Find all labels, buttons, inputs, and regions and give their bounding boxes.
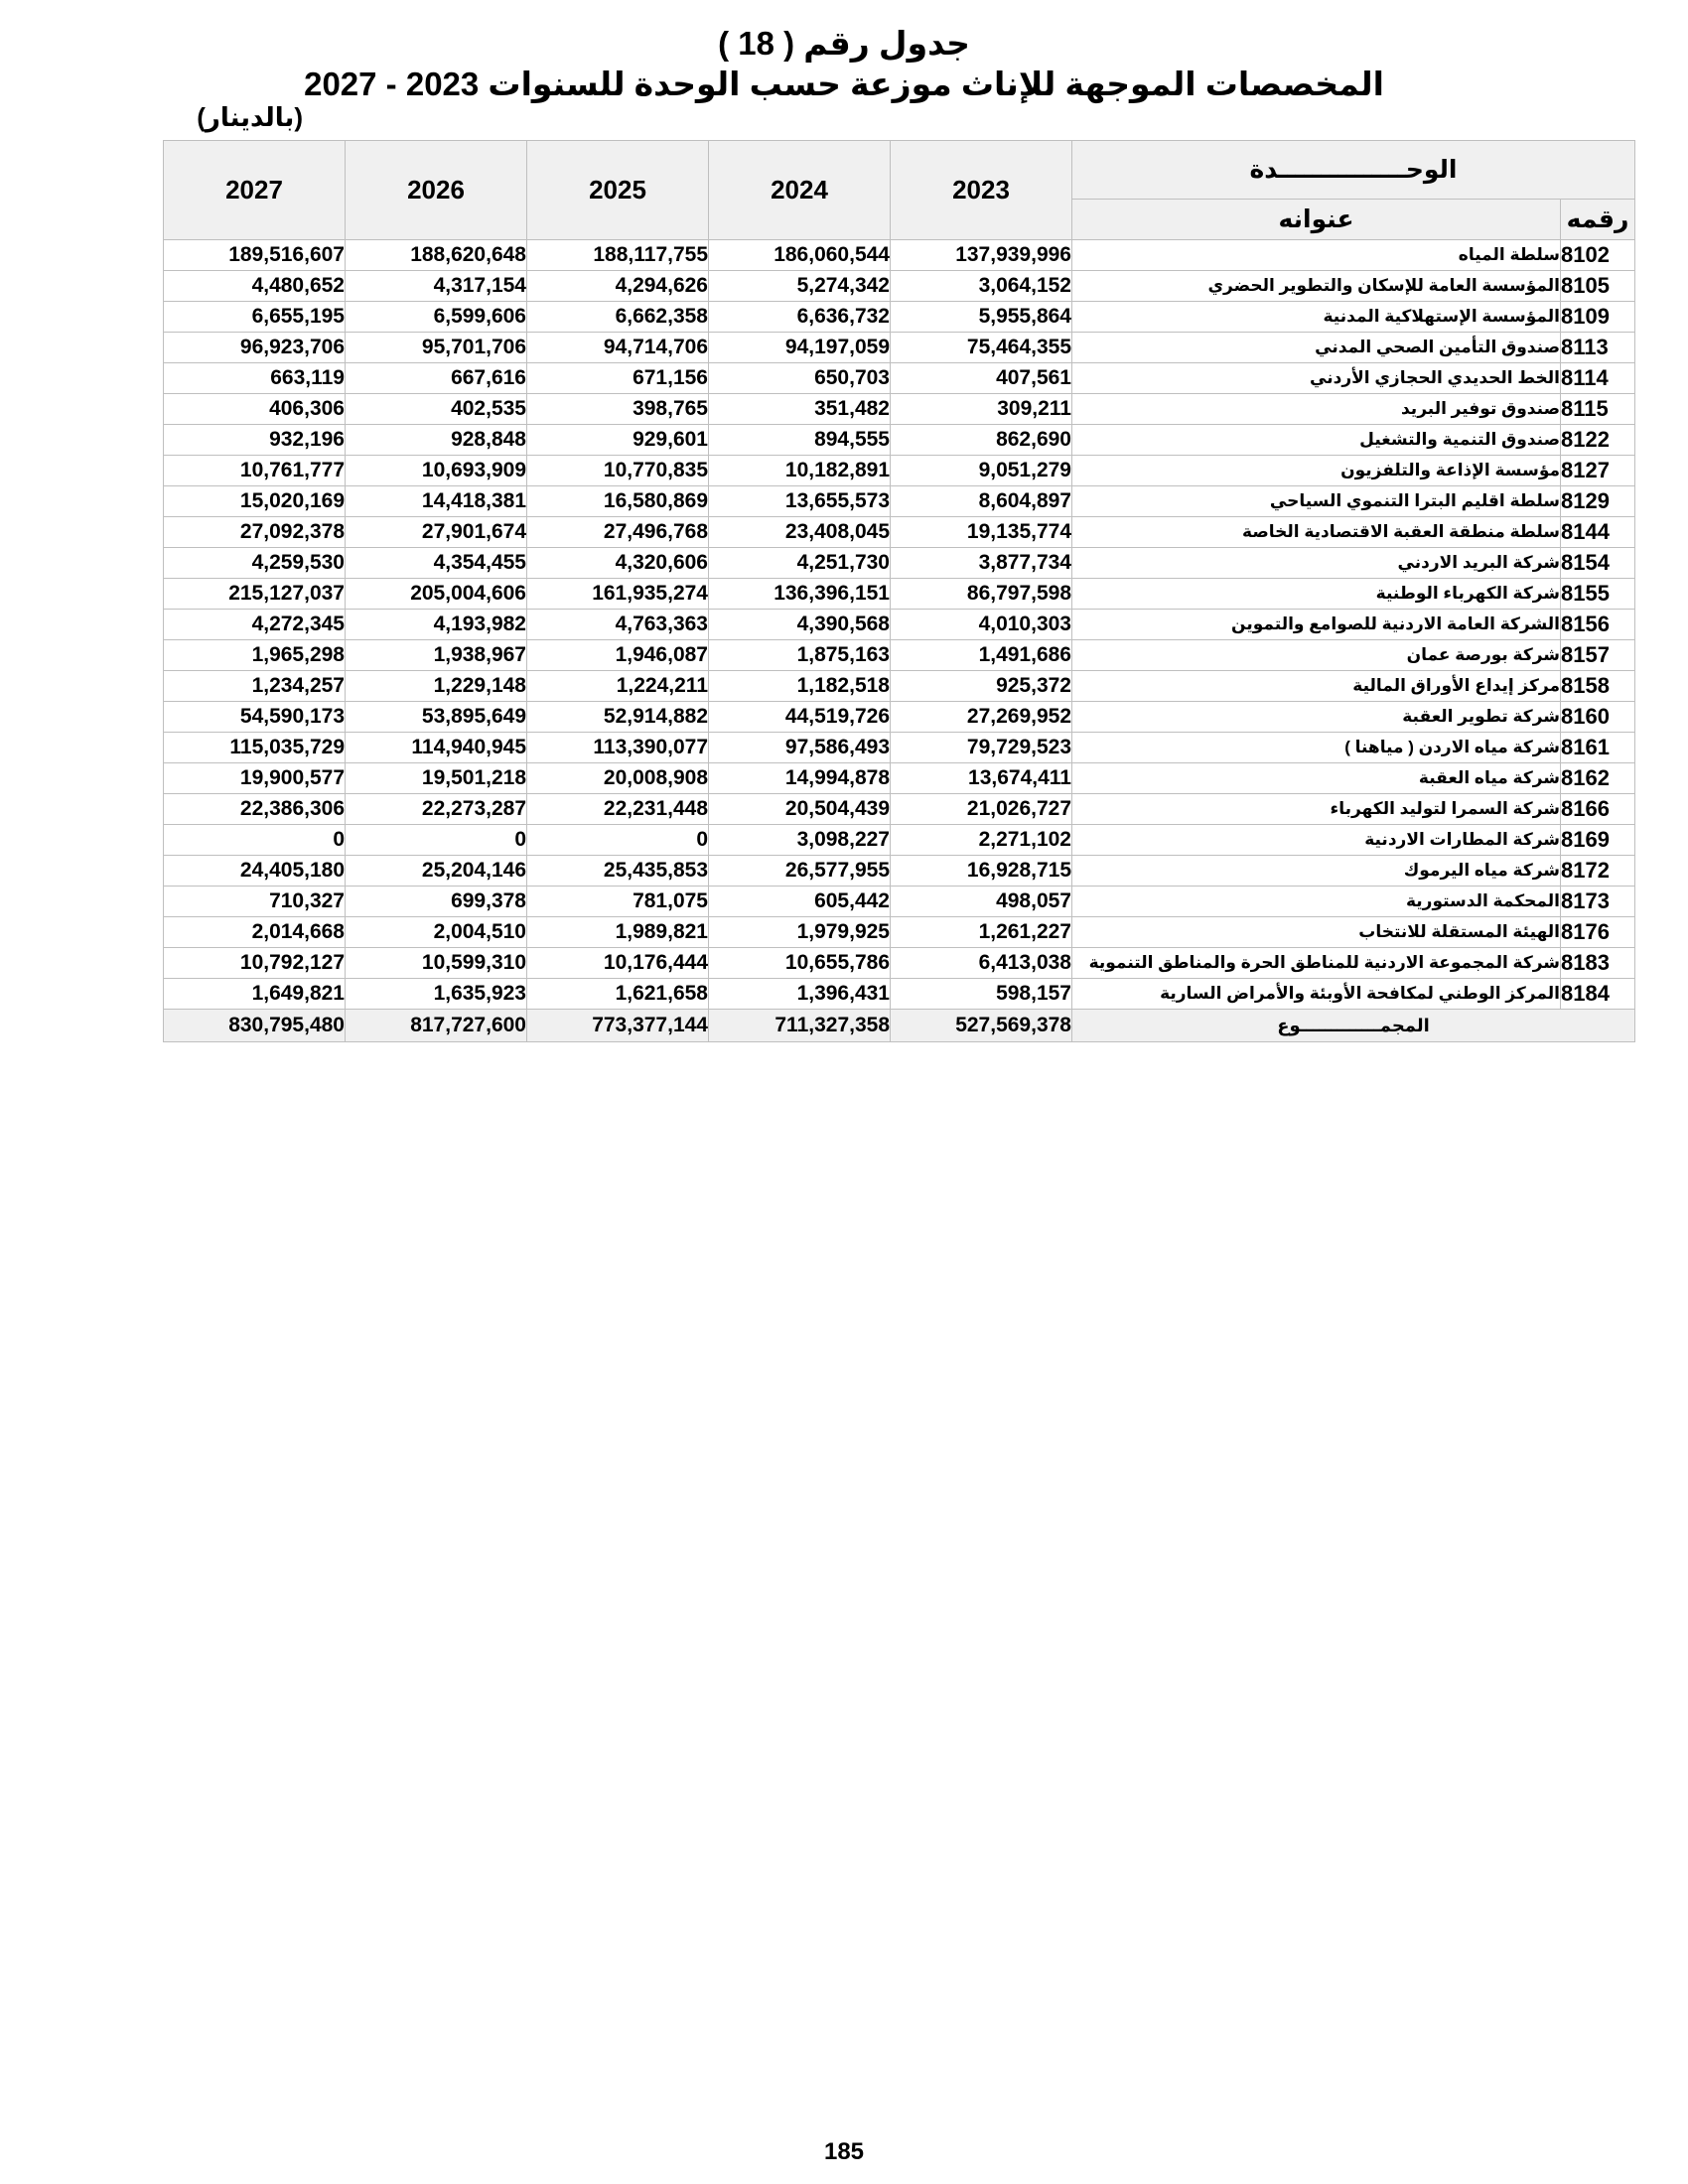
value-cell-2023: 8,604,897 bbox=[891, 486, 1072, 517]
value-cell-2026: 4,317,154 bbox=[346, 271, 527, 302]
value-cell-2027: 663,119 bbox=[164, 363, 346, 394]
value-cell-2023: 407,561 bbox=[891, 363, 1072, 394]
unit-code-cell: 8154 bbox=[1561, 548, 1635, 579]
year-header-2026: 2026 bbox=[346, 141, 527, 240]
value-cell-2026: 14,418,381 bbox=[346, 486, 527, 517]
value-cell-2026: 10,599,310 bbox=[346, 948, 527, 979]
table-row bbox=[164, 548, 1635, 579]
value-cell-2024: 23,408,045 bbox=[709, 517, 891, 548]
value-cell-2023: 79,729,523 bbox=[891, 733, 1072, 763]
value-cell-2025: 16,580,869 bbox=[527, 486, 709, 517]
table-number-title: جدول رقم ( 18 ) bbox=[718, 25, 970, 62]
value-cell-2025: 6,662,358 bbox=[527, 302, 709, 333]
value-cell-2023: 137,939,996 bbox=[891, 240, 1072, 271]
table-row bbox=[164, 486, 1635, 517]
value-cell-2024: 605,442 bbox=[709, 887, 891, 917]
value-cell-2024: 894,555 bbox=[709, 425, 891, 456]
table-row bbox=[164, 702, 1635, 733]
unit-code-cell: 8172 bbox=[1561, 856, 1635, 887]
unit-name-cell: شركة السمرا لتوليد الكهرباء bbox=[1072, 794, 1561, 825]
value-cell-2027: 215,127,037 bbox=[164, 579, 346, 610]
value-cell-2024: 4,390,568 bbox=[709, 610, 891, 640]
table-row bbox=[164, 856, 1635, 887]
total-value-2024: 711,327,358 bbox=[709, 1010, 891, 1042]
value-cell-2024: 13,655,573 bbox=[709, 486, 891, 517]
unit-name-cell: المؤسسة العامة للإسكان والتطوير الحضري bbox=[1072, 271, 1561, 302]
value-cell-2027: 710,327 bbox=[164, 887, 346, 917]
unit-code-cell: 8115 bbox=[1561, 394, 1635, 425]
year-header-2027: 2027 bbox=[164, 141, 346, 240]
value-cell-2024: 351,482 bbox=[709, 394, 891, 425]
year-header-2025: 2025 bbox=[527, 141, 709, 240]
value-cell-2025: 113,390,077 bbox=[527, 733, 709, 763]
value-cell-2023: 19,135,774 bbox=[891, 517, 1072, 548]
value-cell-2023: 4,010,303 bbox=[891, 610, 1072, 640]
table-row bbox=[164, 333, 1635, 363]
value-cell-2026: 2,004,510 bbox=[346, 917, 527, 948]
unit-code-cell: 8176 bbox=[1561, 917, 1635, 948]
value-cell-2025: 929,601 bbox=[527, 425, 709, 456]
value-cell-2023: 309,211 bbox=[891, 394, 1072, 425]
unit-name-cell: شركة الكهرباء الوطنية bbox=[1072, 579, 1561, 610]
value-cell-2024: 136,396,151 bbox=[709, 579, 891, 610]
unit-code-cell: 8114 bbox=[1561, 363, 1635, 394]
value-cell-2025: 27,496,768 bbox=[527, 517, 709, 548]
unit-code-cell: 8109 bbox=[1561, 302, 1635, 333]
unit-name-cell: شركة المطارات الاردنية bbox=[1072, 825, 1561, 856]
value-cell-2027: 4,259,530 bbox=[164, 548, 346, 579]
unit-code-cell: 8127 bbox=[1561, 456, 1635, 486]
value-cell-2027: 406,306 bbox=[164, 394, 346, 425]
table-row bbox=[164, 302, 1635, 333]
value-cell-2027: 22,386,306 bbox=[164, 794, 346, 825]
value-cell-2026: 402,535 bbox=[346, 394, 527, 425]
value-cell-2027: 4,272,345 bbox=[164, 610, 346, 640]
value-cell-2026: 205,004,606 bbox=[346, 579, 527, 610]
value-cell-2025: 671,156 bbox=[527, 363, 709, 394]
unit-code-cell: 8166 bbox=[1561, 794, 1635, 825]
table-subtitle: المخصصات الموجهة للإناث موزعة حسب الوحدة للسنوات 2023 - 2027 bbox=[304, 66, 1384, 102]
unit-code-cell: 8113 bbox=[1561, 333, 1635, 363]
value-cell-2024: 1,396,431 bbox=[709, 979, 891, 1010]
table-row bbox=[164, 610, 1635, 640]
table-header bbox=[164, 141, 1635, 240]
value-cell-2027: 15,020,169 bbox=[164, 486, 346, 517]
unit-name-cell: صندوق التأمين الصحي المدني bbox=[1072, 333, 1561, 363]
unit-code-cell: 8183 bbox=[1561, 948, 1635, 979]
unit-name-cell: سلطة المياه bbox=[1072, 240, 1561, 271]
total-value-2026: 817,727,600 bbox=[346, 1010, 527, 1042]
value-cell-2024: 97,586,493 bbox=[709, 733, 891, 763]
unit-name-cell: المحكمة الدستورية bbox=[1072, 887, 1561, 917]
table-row bbox=[164, 887, 1635, 917]
value-cell-2024: 26,577,955 bbox=[709, 856, 891, 887]
value-cell-2026: 928,848 bbox=[346, 425, 527, 456]
value-cell-2027: 6,655,195 bbox=[164, 302, 346, 333]
unit-code-cell: 8160 bbox=[1561, 702, 1635, 733]
unit-name-cell: سلطة منطقة العقبة الاقتصادية الخاصة bbox=[1072, 517, 1561, 548]
value-cell-2023: 13,674,411 bbox=[891, 763, 1072, 794]
value-cell-2027: 2,014,668 bbox=[164, 917, 346, 948]
value-cell-2024: 44,519,726 bbox=[709, 702, 891, 733]
value-cell-2026: 25,204,146 bbox=[346, 856, 527, 887]
value-cell-2023: 3,877,734 bbox=[891, 548, 1072, 579]
value-cell-2024: 10,655,786 bbox=[709, 948, 891, 979]
value-cell-2026: 1,635,923 bbox=[346, 979, 527, 1010]
table-row bbox=[164, 794, 1635, 825]
table-row bbox=[164, 825, 1635, 856]
value-cell-2023: 1,261,227 bbox=[891, 917, 1072, 948]
unit-code-cell: 8144 bbox=[1561, 517, 1635, 548]
value-cell-2024: 1,979,925 bbox=[709, 917, 891, 948]
value-cell-2023: 598,157 bbox=[891, 979, 1072, 1010]
value-cell-2025: 4,763,363 bbox=[527, 610, 709, 640]
value-cell-2026: 53,895,649 bbox=[346, 702, 527, 733]
page-number: 185 bbox=[823, 2138, 865, 2165]
value-cell-2026: 22,273,287 bbox=[346, 794, 527, 825]
value-cell-2024: 14,994,878 bbox=[709, 763, 891, 794]
value-cell-2026: 188,620,648 bbox=[346, 240, 527, 271]
unit-name-cell: شركة المجموعة الاردنية للمناطق الحرة والمناطق التنموية bbox=[1072, 948, 1561, 979]
value-cell-2023: 3,064,152 bbox=[891, 271, 1072, 302]
table-row bbox=[164, 363, 1635, 394]
unit-name-cell: شركة تطوير العقبة bbox=[1072, 702, 1561, 733]
unit-code-cell: 8161 bbox=[1561, 733, 1635, 763]
value-cell-2025: 398,765 bbox=[527, 394, 709, 425]
value-cell-2024: 3,098,227 bbox=[709, 825, 891, 856]
value-cell-2026: 699,378 bbox=[346, 887, 527, 917]
year-header-2024: 2024 bbox=[709, 141, 891, 240]
value-cell-2023: 9,051,279 bbox=[891, 456, 1072, 486]
table-row bbox=[164, 640, 1635, 671]
table-row bbox=[164, 425, 1635, 456]
unit-code-cell: 8122 bbox=[1561, 425, 1635, 456]
value-cell-2027: 19,900,577 bbox=[164, 763, 346, 794]
unit-code-cell: 8102 bbox=[1561, 240, 1635, 271]
value-cell-2025: 1,989,821 bbox=[527, 917, 709, 948]
unit-name-cell: شركة مياه اليرموك bbox=[1072, 856, 1561, 887]
value-cell-2024: 186,060,544 bbox=[709, 240, 891, 271]
unit-name-cell: شركة البريد الاردني bbox=[1072, 548, 1561, 579]
value-cell-2026: 1,938,967 bbox=[346, 640, 527, 671]
value-cell-2026: 4,193,982 bbox=[346, 610, 527, 640]
table-body bbox=[164, 240, 1635, 1042]
table-row bbox=[164, 456, 1635, 486]
value-cell-2025: 1,946,087 bbox=[527, 640, 709, 671]
unit-name-header: عنوانه bbox=[1072, 200, 1561, 240]
value-cell-2023: 5,955,864 bbox=[891, 302, 1072, 333]
value-cell-2025: 781,075 bbox=[527, 887, 709, 917]
value-cell-2025: 188,117,755 bbox=[527, 240, 709, 271]
value-cell-2023: 2,271,102 bbox=[891, 825, 1072, 856]
unit-code-cell: 8156 bbox=[1561, 610, 1635, 640]
value-cell-2023: 21,026,727 bbox=[891, 794, 1072, 825]
value-cell-2023: 86,797,598 bbox=[891, 579, 1072, 610]
table-row bbox=[164, 271, 1635, 302]
unit-name-cell: شركة بورصة عمان bbox=[1072, 640, 1561, 671]
table-row bbox=[164, 517, 1635, 548]
value-cell-2027: 24,405,180 bbox=[164, 856, 346, 887]
value-cell-2026: 4,354,455 bbox=[346, 548, 527, 579]
table-row bbox=[164, 671, 1635, 702]
value-cell-2025: 52,914,882 bbox=[527, 702, 709, 733]
unit-name-cell: مؤسسة الإذاعة والتلفزيون bbox=[1072, 456, 1561, 486]
unit-code-cell: 8162 bbox=[1561, 763, 1635, 794]
value-cell-2025: 25,435,853 bbox=[527, 856, 709, 887]
value-cell-2026: 95,701,706 bbox=[346, 333, 527, 363]
total-label: المجمـــــــــــــوع bbox=[1072, 1010, 1635, 1042]
value-cell-2027: 1,965,298 bbox=[164, 640, 346, 671]
value-cell-2027: 115,035,729 bbox=[164, 733, 346, 763]
value-cell-2027: 27,092,378 bbox=[164, 517, 346, 548]
value-cell-2027: 10,792,127 bbox=[164, 948, 346, 979]
value-cell-2024: 20,504,439 bbox=[709, 794, 891, 825]
unit-code-cell: 8184 bbox=[1561, 979, 1635, 1010]
value-cell-2024: 5,274,342 bbox=[709, 271, 891, 302]
unit-code-cell: 8173 bbox=[1561, 887, 1635, 917]
value-cell-2027: 4,480,652 bbox=[164, 271, 346, 302]
value-cell-2025: 161,935,274 bbox=[527, 579, 709, 610]
currency-note: (بالدينار) bbox=[197, 102, 303, 132]
table-row bbox=[164, 240, 1635, 271]
unit-name-cell: صندوق توفير البريد bbox=[1072, 394, 1561, 425]
total-value-2025: 773,377,144 bbox=[527, 1010, 709, 1042]
total-value-2023: 527,569,378 bbox=[891, 1010, 1072, 1042]
value-cell-2023: 498,057 bbox=[891, 887, 1072, 917]
value-cell-2026: 10,693,909 bbox=[346, 456, 527, 486]
value-cell-2025: 1,621,658 bbox=[527, 979, 709, 1010]
value-cell-2024: 1,182,518 bbox=[709, 671, 891, 702]
value-cell-2026: 27,901,674 bbox=[346, 517, 527, 548]
unit-name-cell: شركة مياه الاردن ( مياهنا ) bbox=[1072, 733, 1561, 763]
table-row bbox=[164, 733, 1635, 763]
table-row bbox=[164, 948, 1635, 979]
value-cell-2027: 96,923,706 bbox=[164, 333, 346, 363]
value-cell-2023: 6,413,038 bbox=[891, 948, 1072, 979]
value-cell-2027: 0 bbox=[164, 825, 346, 856]
value-cell-2024: 650,703 bbox=[709, 363, 891, 394]
value-cell-2027: 1,649,821 bbox=[164, 979, 346, 1010]
value-cell-2024: 4,251,730 bbox=[709, 548, 891, 579]
unit-header: الوحـــــــــــــــدة bbox=[1072, 141, 1635, 200]
value-cell-2025: 10,176,444 bbox=[527, 948, 709, 979]
value-cell-2024: 6,636,732 bbox=[709, 302, 891, 333]
value-cell-2025: 4,320,606 bbox=[527, 548, 709, 579]
value-cell-2026: 114,940,945 bbox=[346, 733, 527, 763]
year-header-2023: 2023 bbox=[891, 141, 1072, 240]
unit-name-cell: الخط الحديدي الحجازي الأردني bbox=[1072, 363, 1561, 394]
value-cell-2023: 16,928,715 bbox=[891, 856, 1072, 887]
value-cell-2026: 0 bbox=[346, 825, 527, 856]
value-cell-2024: 94,197,059 bbox=[709, 333, 891, 363]
total-value-2027: 830,795,480 bbox=[164, 1010, 346, 1042]
value-cell-2026: 6,599,606 bbox=[346, 302, 527, 333]
unit-name-cell: مركز إيداع الأوراق المالية bbox=[1072, 671, 1561, 702]
value-cell-2023: 862,690 bbox=[891, 425, 1072, 456]
value-cell-2027: 932,196 bbox=[164, 425, 346, 456]
value-cell-2024: 10,182,891 bbox=[709, 456, 891, 486]
total-row bbox=[164, 1010, 1635, 1042]
table-row bbox=[164, 979, 1635, 1010]
table-row bbox=[164, 917, 1635, 948]
table-row bbox=[164, 763, 1635, 794]
unit-name-cell: سلطة اقليم البترا التنموي السياحي bbox=[1072, 486, 1561, 517]
value-cell-2023: 925,372 bbox=[891, 671, 1072, 702]
unit-name-cell: المركز الوطني لمكافحة الأوبئة والأمراض السارية bbox=[1072, 979, 1561, 1010]
value-cell-2026: 1,229,148 bbox=[346, 671, 527, 702]
value-cell-2023: 1,491,686 bbox=[891, 640, 1072, 671]
unit-name-cell: المؤسسة الإستهلاكية المدنية bbox=[1072, 302, 1561, 333]
unit-code-cell: 8157 bbox=[1561, 640, 1635, 671]
value-cell-2025: 1,224,211 bbox=[527, 671, 709, 702]
value-cell-2027: 189,516,607 bbox=[164, 240, 346, 271]
value-cell-2023: 27,269,952 bbox=[891, 702, 1072, 733]
unit-code-cell: 8129 bbox=[1561, 486, 1635, 517]
unit-name-cell: صندوق التنمية والتشغيل bbox=[1072, 425, 1561, 456]
value-cell-2027: 1,234,257 bbox=[164, 671, 346, 702]
unit-name-cell: الهيئة المستقلة للانتخاب bbox=[1072, 917, 1561, 948]
value-cell-2026: 19,501,218 bbox=[346, 763, 527, 794]
unit-code-cell: 8169 bbox=[1561, 825, 1635, 856]
unit-code-cell: 8158 bbox=[1561, 671, 1635, 702]
unit-code-cell: 8105 bbox=[1561, 271, 1635, 302]
value-cell-2025: 20,008,908 bbox=[527, 763, 709, 794]
value-cell-2025: 22,231,448 bbox=[527, 794, 709, 825]
value-cell-2027: 10,761,777 bbox=[164, 456, 346, 486]
value-cell-2025: 10,770,835 bbox=[527, 456, 709, 486]
value-cell-2026: 667,616 bbox=[346, 363, 527, 394]
value-cell-2025: 4,294,626 bbox=[527, 271, 709, 302]
value-cell-2024: 1,875,163 bbox=[709, 640, 891, 671]
unit-code-header: رقمه bbox=[1561, 200, 1635, 240]
table-row bbox=[164, 394, 1635, 425]
table-row bbox=[164, 579, 1635, 610]
value-cell-2025: 94,714,706 bbox=[527, 333, 709, 363]
unit-name-cell: الشركة العامة الاردنية للصوامع والتموين bbox=[1072, 610, 1561, 640]
unit-code-cell: 8155 bbox=[1561, 579, 1635, 610]
value-cell-2025: 0 bbox=[527, 825, 709, 856]
unit-name-cell: شركة مياه العقبة bbox=[1072, 763, 1561, 794]
allocations-table bbox=[163, 140, 1635, 1042]
value-cell-2027: 54,590,173 bbox=[164, 702, 346, 733]
value-cell-2023: 75,464,355 bbox=[891, 333, 1072, 363]
